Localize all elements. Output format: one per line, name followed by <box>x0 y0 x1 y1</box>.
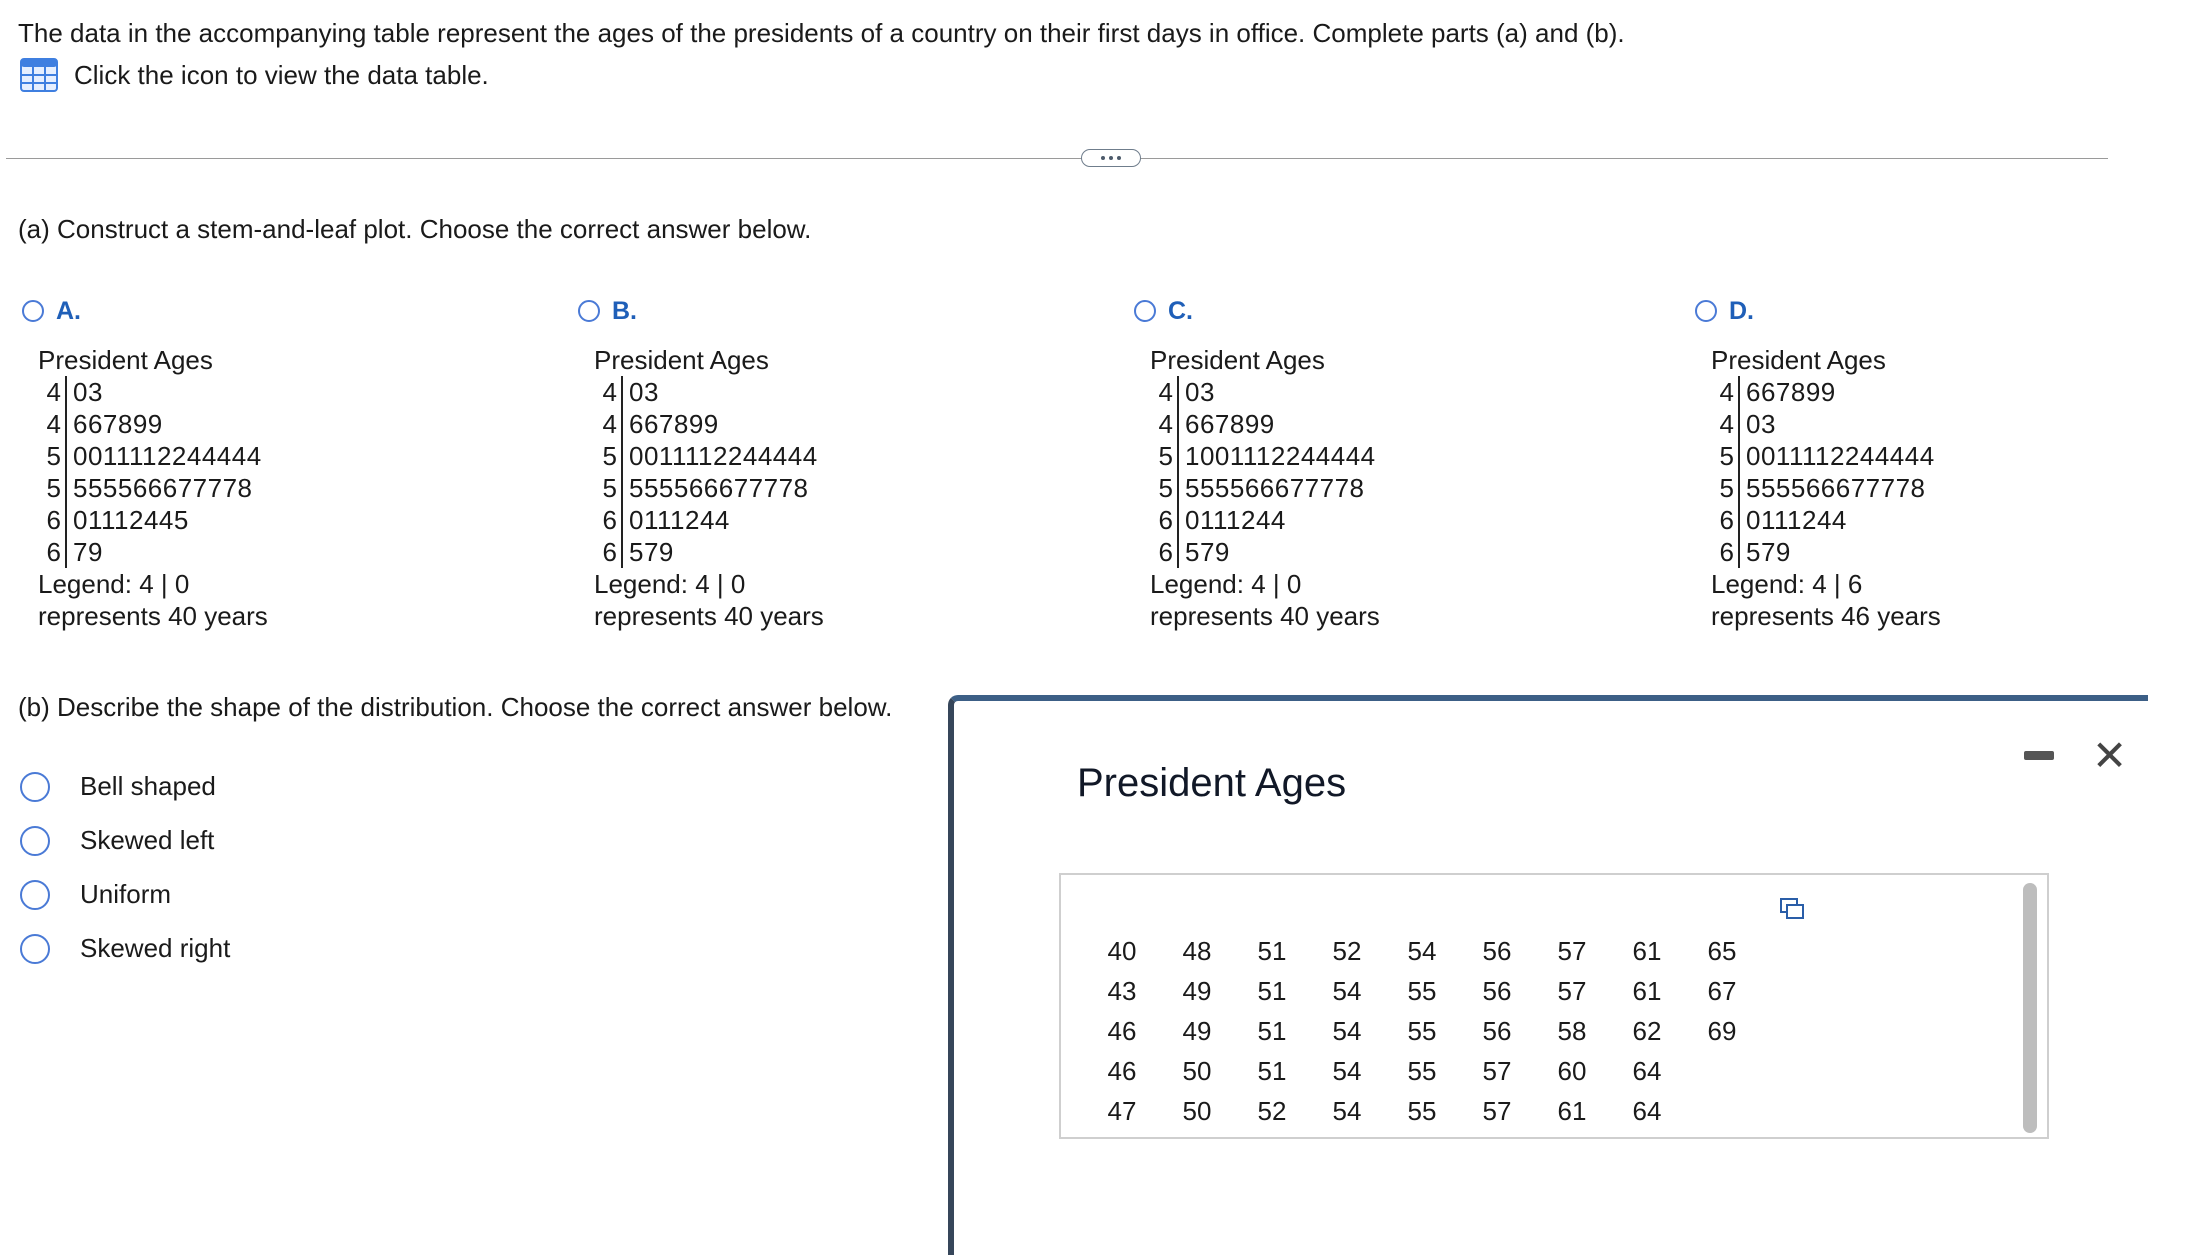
stem: 6 <box>38 504 67 536</box>
data-cell: 57 <box>1557 936 1587 966</box>
plot-row <box>1150 472 1634 504</box>
shape-option-skewed-right[interactable] <box>20 933 230 964</box>
option-label: Uniform <box>80 879 172 909</box>
data-cell: 56 <box>1482 936 1512 966</box>
data-table-popup <box>948 695 2148 1255</box>
data-cell: 46 <box>1107 1056 1137 1086</box>
stem: 4 <box>38 408 67 440</box>
stem: 4 <box>594 376 623 408</box>
choice-c-letter: C. <box>1168 296 1193 325</box>
stem: 5 <box>594 440 623 472</box>
data-cell: 55 <box>1407 1096 1437 1126</box>
plot-legend: Legend: 4 | 6 represents 46 years <box>1711 569 1941 631</box>
plot-row <box>1711 376 2195 408</box>
data-cell: 55 <box>1407 976 1437 1006</box>
leaf: 0111244 <box>1185 505 1286 535</box>
leaf: 555566677778 <box>73 473 253 503</box>
data-cell: 50 <box>1182 1056 1212 1086</box>
stem: 4 <box>38 376 67 408</box>
option-label: Skewed right <box>80 933 231 963</box>
leaf: 0111244 <box>629 505 730 535</box>
leaf: 579 <box>1746 537 1791 567</box>
choice-a[interactable] <box>22 296 522 632</box>
data-cell: 57 <box>1482 1056 1512 1086</box>
leaf: 667899 <box>73 409 163 439</box>
choice-c[interactable] <box>1134 296 1634 632</box>
stem: 4 <box>1150 376 1179 408</box>
data-cell: 64 <box>1632 1056 1662 1086</box>
stem: 6 <box>1711 536 1740 568</box>
leaf: 03 <box>1746 409 1776 439</box>
leaf: 555566677778 <box>629 473 809 503</box>
leaf: 03 <box>629 377 659 407</box>
expand-collapse-button[interactable] <box>1081 149 1141 167</box>
plot-row <box>1711 408 2195 440</box>
data-cell: 56 <box>1482 1016 1512 1046</box>
choice-b-letter: B. <box>612 296 637 325</box>
stem: 5 <box>38 472 67 504</box>
data-cell: 51 <box>1257 1016 1287 1046</box>
plot-row <box>38 376 522 408</box>
choice-b[interactable] <box>578 296 1078 632</box>
data-table-icon[interactable] <box>20 58 58 92</box>
data-cell: 40 <box>1107 936 1137 966</box>
data-cell <box>1687 1051 1757 1091</box>
plot-row <box>594 536 1078 568</box>
leaf: 667899 <box>1185 409 1275 439</box>
plot-title: President Ages <box>594 345 769 375</box>
stem: 6 <box>594 536 623 568</box>
data-cell: 49 <box>1182 976 1212 1006</box>
choice-c-radio[interactable] <box>1134 300 1156 322</box>
data-cell: 54 <box>1332 976 1362 1006</box>
stem: 4 <box>1150 408 1179 440</box>
ellipsis-icon <box>1101 156 1105 160</box>
plot-title: President Ages <box>38 345 213 375</box>
choice-d-radio[interactable] <box>1695 300 1717 322</box>
data-cell: 49 <box>1182 1016 1212 1046</box>
data-cell: 46 <box>1107 1016 1137 1046</box>
data-cell: 57 <box>1557 976 1587 1006</box>
data-cell: 52 <box>1257 1096 1287 1126</box>
leaf: 667899 <box>629 409 719 439</box>
data-cell: 51 <box>1257 1056 1287 1086</box>
data-cell: 62 <box>1632 1016 1662 1046</box>
stem: 4 <box>1711 376 1740 408</box>
close-icon[interactable]: ✕ <box>2092 732 2128 779</box>
stem: 6 <box>594 504 623 536</box>
data-table-link[interactable] <box>20 58 489 92</box>
data-cell: 69 <box>1707 1016 1737 1046</box>
leaf: 1001112244444 <box>1185 441 1376 471</box>
data-cell: 48 <box>1182 936 1212 966</box>
stem: 5 <box>38 440 67 472</box>
stem-leaf-plot-b <box>594 344 1078 632</box>
data-cell: 54 <box>1332 1096 1362 1126</box>
stem: 6 <box>1150 504 1179 536</box>
plot-row <box>1711 472 2195 504</box>
part-b-prompt: (b) Describe the shape of the distribution. Choose the correct answer below. <box>18 692 893 722</box>
leaf: 667899 <box>1746 377 1836 407</box>
plot-row <box>1711 440 2195 472</box>
bell-shaped-radio[interactable] <box>20 772 50 802</box>
stem-leaf-plot-a <box>38 344 522 632</box>
plot-title: President Ages <box>1711 345 1886 375</box>
leaf: 0011112244444 <box>629 441 818 471</box>
data-cell: 55 <box>1407 1056 1437 1086</box>
data-cell: 52 <box>1332 936 1362 966</box>
leaf: 579 <box>629 537 674 567</box>
data-cell: 51 <box>1257 936 1287 966</box>
option-label: Skewed left <box>80 825 215 855</box>
problem-statement: The data in the accompanying table represent the ages of the presidents of a country on their first days in office. Complete parts (a) and (b). <box>18 18 1625 48</box>
stem: 4 <box>1711 408 1740 440</box>
plot-row <box>38 504 522 536</box>
data-cell: 60 <box>1557 1056 1587 1086</box>
plot-row <box>38 536 522 568</box>
choice-a-letter: A. <box>56 296 81 325</box>
stem-leaf-plot-c <box>1150 344 1634 632</box>
plot-row <box>1150 536 1634 568</box>
data-cell: 65 <box>1707 936 1737 966</box>
data-cell: 56 <box>1482 976 1512 1006</box>
section-divider <box>6 158 2108 159</box>
stem: 5 <box>1150 472 1179 504</box>
leaf: 79 <box>73 537 103 567</box>
choice-d[interactable] <box>1695 296 2195 632</box>
minimize-button[interactable] <box>2024 751 2054 760</box>
choice-b-radio[interactable] <box>578 300 600 322</box>
shape-option-bell-shaped[interactable] <box>20 771 216 802</box>
stem: 5 <box>594 472 623 504</box>
stem: 4 <box>594 408 623 440</box>
part-a-prompt: (a) Construct a stem-and-leaf plot. Choose the correct answer below. <box>18 214 812 244</box>
data-cell: 58 <box>1557 1016 1587 1046</box>
option-label: Bell shaped <box>80 771 216 801</box>
plot-row <box>594 504 1078 536</box>
data-cell: 64 <box>1632 1096 1662 1126</box>
data-cell: 51 <box>1257 976 1287 1006</box>
leaf: 0011112244444 <box>1746 441 1935 471</box>
plot-row <box>594 408 1078 440</box>
plot-row <box>38 440 522 472</box>
data-cell: 61 <box>1632 976 1662 1006</box>
stem: 5 <box>1711 472 1740 504</box>
data-cell <box>1687 1091 1757 1131</box>
stem: 6 <box>1150 536 1179 568</box>
stem: 5 <box>1711 440 1740 472</box>
data-cell: 54 <box>1332 1016 1362 1046</box>
popup-title: President Ages <box>1077 761 1347 805</box>
skewed-left-radio[interactable] <box>20 826 50 856</box>
plot-legend: Legend: 4 | 0 represents 40 years <box>1150 569 1380 631</box>
data-cell: 61 <box>1557 1096 1587 1126</box>
choice-a-radio[interactable] <box>22 300 44 322</box>
data-cell: 54 <box>1332 1056 1362 1086</box>
plot-legend: Legend: 4 | 0 represents 40 years <box>38 569 268 631</box>
stem-leaf-plot-d <box>1711 344 2195 632</box>
plot-legend: Legend: 4 | 0 represents 40 years <box>594 569 824 631</box>
data-table-link-text[interactable]: Click the icon to view the data table. <box>74 59 489 90</box>
stem: 6 <box>1711 504 1740 536</box>
plot-row <box>1150 440 1634 472</box>
plot-row <box>1711 536 2195 568</box>
copy-icon[interactable] <box>1779 897 1805 921</box>
data-cell: 54 <box>1407 936 1437 966</box>
uniform-radio[interactable] <box>20 880 50 910</box>
data-cell: 57 <box>1482 1096 1512 1126</box>
data-cell: 55 <box>1407 1016 1437 1046</box>
skewed-right-radio[interactable] <box>20 934 50 964</box>
leaf: 0011112244444 <box>73 441 262 471</box>
leaf: 0111244 <box>1746 505 1847 535</box>
plot-row <box>594 440 1078 472</box>
shape-option-skewed-left[interactable] <box>20 825 214 856</box>
plot-title: President Ages <box>1150 345 1325 375</box>
leaf: 03 <box>1185 377 1215 407</box>
leaf: 579 <box>1185 537 1230 567</box>
plot-row <box>1711 504 2195 536</box>
scrollbar[interactable] <box>2023 883 2037 1133</box>
choice-d-letter: D. <box>1729 296 1754 325</box>
leaf: 01112445 <box>73 505 189 535</box>
leaf: 555566677778 <box>1746 473 1926 503</box>
leaf: 555566677778 <box>1185 473 1365 503</box>
data-cell: 67 <box>1707 976 1737 1006</box>
plot-row <box>594 376 1078 408</box>
data-cell: 61 <box>1632 936 1662 966</box>
plot-row <box>38 472 522 504</box>
plot-row <box>1150 408 1634 440</box>
data-table-box <box>1059 873 2049 1139</box>
plot-row <box>1150 504 1634 536</box>
data-cell: 43 <box>1107 976 1137 1006</box>
data-cell: 50 <box>1182 1096 1212 1126</box>
plot-row <box>38 408 522 440</box>
data-table-grid <box>1087 931 1757 1131</box>
stem: 6 <box>38 536 67 568</box>
plot-row <box>1150 376 1634 408</box>
leaf: 03 <box>73 377 103 407</box>
data-cell: 47 <box>1107 1096 1137 1126</box>
stem: 5 <box>1150 440 1179 472</box>
shape-option-uniform[interactable] <box>20 879 171 910</box>
plot-row <box>594 472 1078 504</box>
